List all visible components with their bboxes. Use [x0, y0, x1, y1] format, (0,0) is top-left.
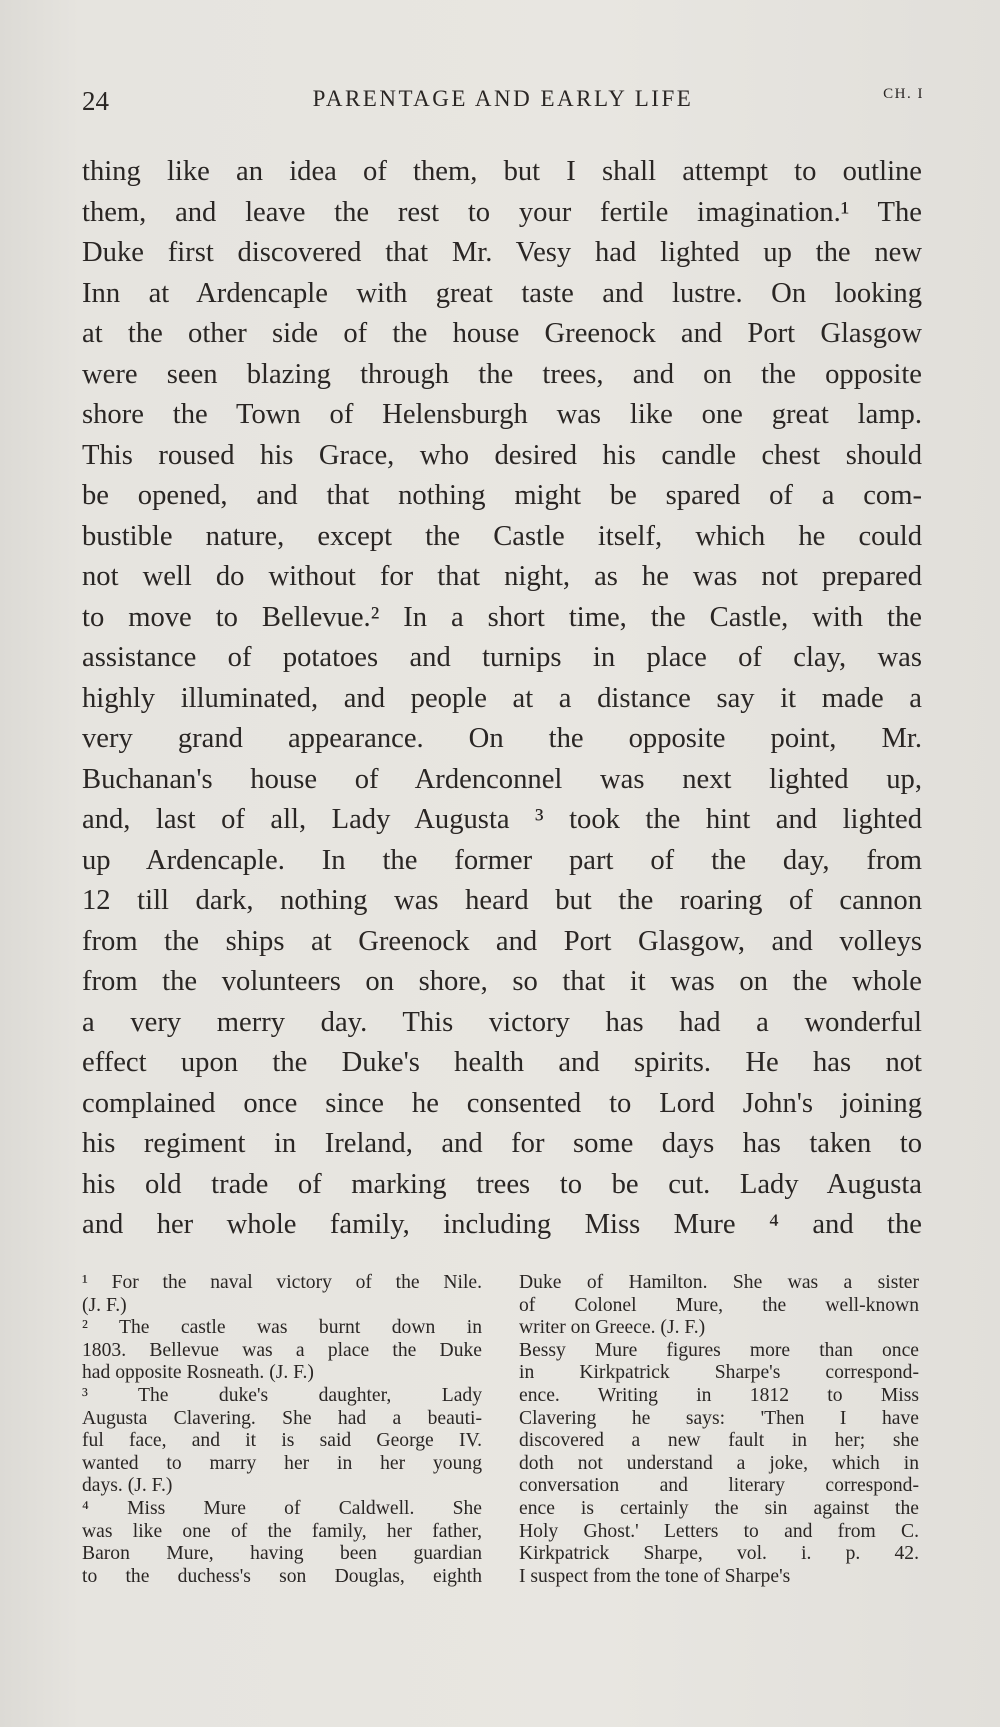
body-line: not well do without for that night, as he was not prepared — [82, 561, 922, 592]
footnote-line: Baron Mure, having been guardian — [82, 1543, 482, 1565]
body-line: Duke first discovered that Mr. Vesy had lighted up the new — [82, 237, 922, 268]
footnotes-left-column — [82, 1272, 482, 1588]
body-line: highly illuminated, and people at a distance say it made a — [82, 682, 922, 714]
footnote-line: ² The castle was burnt down in — [82, 1317, 482, 1339]
body-line: them, and leave the rest to your fertile imagination.¹ The — [82, 196, 922, 228]
running-title: PARENTAGE AND EARLY LIFE — [312, 86, 694, 111]
body-line: Inn at Ardencaple with great taste and lustre. On looking — [82, 277, 922, 309]
body-line: very grand appearance. On the opposite point, Mr. — [82, 723, 922, 754]
body-line: complained once since he consented to Lord John's joining — [82, 1087, 922, 1119]
footnote-line: discovered a new fault in her; she — [519, 1430, 919, 1452]
body-line: his regiment in Ireland, and for some days has taken to — [82, 1128, 922, 1159]
footnote-line: ⁴ Miss Mure of Caldwell. She — [82, 1497, 482, 1519]
footnote-line: Clavering he says: 'Then I have — [519, 1407, 919, 1429]
body-line: and her whole family, including Miss Mure ⁴ and the — [82, 1209, 922, 1240]
footnote-line: ¹ For the naval victory of the Nile. — [82, 1272, 482, 1293]
footnote-line: ence is certainly the sin against the — [519, 1497, 919, 1519]
body-line: 12 till dark, nothing was heard but the roaring of cannon — [82, 885, 922, 916]
body-line: Buchanan's house of Ardenconnel was next lighted up, — [82, 763, 922, 795]
footnotes — [82, 1272, 924, 1652]
footnote-line: doth not understand a joke, which in — [519, 1452, 919, 1474]
footnote-line: in Kirkpatrick Sharpe's correspond- — [519, 1362, 919, 1384]
body-line: a very merry day. This victory has had a wonderful — [82, 1006, 922, 1038]
body-line: were seen blazing through the trees, and on the opposite — [82, 358, 922, 390]
body-line: be opened, and that nothing might be spared of a com- — [82, 480, 922, 511]
footnote-line: had opposite Rosneath. (J. F.) — [82, 1362, 314, 1384]
body-text — [82, 152, 922, 1246]
chapter-label: CH. I — [883, 86, 924, 102]
body-line: thing like an idea of them, but I shall attempt to outline — [82, 156, 922, 187]
footnote-line: wanted to marry her in her young — [82, 1452, 482, 1474]
footnote-line: Kirkpatrick Sharpe, vol. i. p. 42. — [519, 1543, 919, 1565]
footnote-line: 1803. Bellevue was a place the Duke — [82, 1339, 482, 1361]
footnote-line: Bessy Mure figures more than once — [519, 1339, 919, 1361]
footnote-line: ³ The duke's daughter, Lady — [82, 1384, 482, 1406]
footnote-line: Duke of Hamilton. She was a sister — [519, 1272, 919, 1293]
page-number: 24 — [82, 86, 109, 116]
body-line: assistance of potatoes and turnips in place of clay, was — [82, 642, 922, 673]
body-line: from the ships at Greenock and Port Glasgow, and volleys — [82, 925, 922, 957]
footnote-line: days. (J. F.) — [82, 1475, 173, 1497]
body-line: from the volunteers on shore, so that it was on the whole — [82, 966, 922, 997]
body-line: and, last of all, Lady Augusta ³ took the hint and lighted — [82, 804, 922, 835]
body-line: at the other side of the house Greenock and Port Glasgow — [82, 318, 922, 349]
body-line: shore the Town of Helensburgh was like one great lamp. — [82, 399, 922, 430]
footnote-line: I suspect from the tone of Sharpe's — [519, 1565, 791, 1587]
footnote-line: of Colonel Mure, the well-known — [519, 1294, 919, 1316]
body-line: bustible nature, except the Castle itself, which he could — [82, 520, 922, 552]
footnote-line: Holy Ghost.' Letters to and from C. — [519, 1520, 919, 1542]
body-line: to move to Bellevue.² In a short time, the Castle, with the — [82, 601, 922, 633]
body-line: up Ardencaple. In the former part of the day, from — [82, 844, 922, 876]
page-header — [82, 86, 924, 126]
body-line: This roused his Grace, who desired his candle chest should — [82, 439, 922, 471]
footnote-line: ful face, and it is said George IV. — [82, 1430, 482, 1452]
footnote-line: conversation and literary correspond- — [519, 1475, 919, 1497]
body-line: his old trade of marking trees to be cut. Lady Augusta — [82, 1168, 922, 1200]
footnote-line: (J. F.) — [82, 1294, 127, 1316]
footnote-line: writer on Greece. (J. F.) — [519, 1317, 706, 1339]
footnote-line: ence. Writing in 1812 to Miss — [519, 1384, 919, 1406]
footnote-line: Augusta Clavering. She had a beauti- — [82, 1407, 482, 1429]
footnote-line: was like one of the family, her father, — [82, 1520, 482, 1542]
body-line: effect upon the Duke's health and spirits. He has not — [82, 1047, 922, 1078]
footnote-line: to the duchess's son Douglas, eighth — [82, 1565, 482, 1587]
footnotes-right-column — [519, 1272, 919, 1588]
